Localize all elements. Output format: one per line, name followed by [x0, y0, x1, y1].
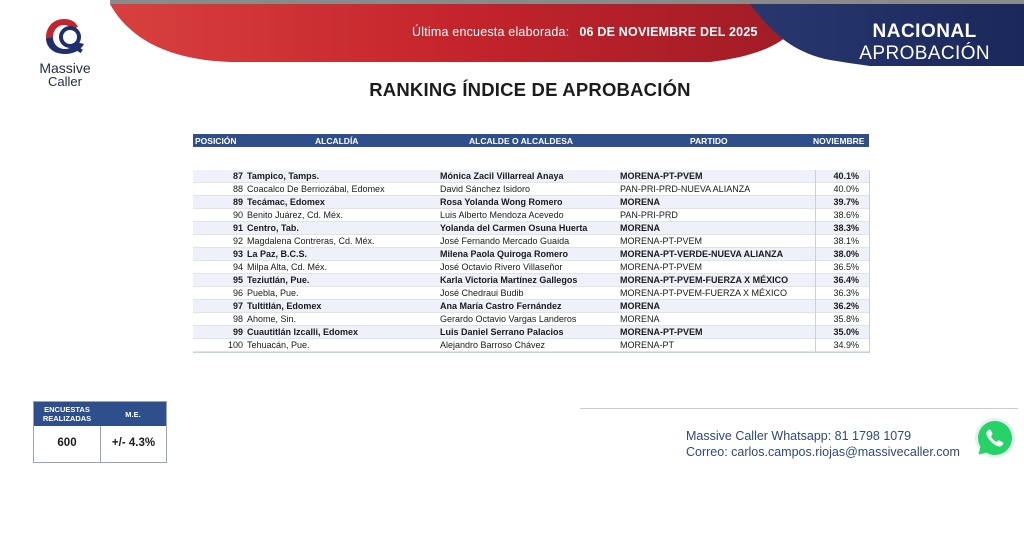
position-cell: 100: [227, 340, 243, 350]
massive-caller-logo: [30, 16, 100, 89]
alcaldia-cell: Coacalco De Berriozábal, Edomex: [247, 184, 385, 194]
alcalde-cell: José Octavio Rivero Villaseñor: [440, 262, 563, 272]
alcalde-cell: Alejandro Barroso Chávez: [440, 340, 546, 350]
survey-date: 06 DE NOVIEMBRE DEL 2025: [579, 25, 758, 39]
table-row: [193, 274, 869, 287]
scope-title: NACIONAL: [872, 21, 977, 42]
approval-cell: 35.0%: [815, 326, 859, 339]
table-row: [193, 196, 869, 209]
position-cell: 99: [232, 327, 243, 337]
stats-body: [34, 426, 166, 462]
logo-icon: [40, 16, 90, 54]
table-row: [193, 313, 869, 326]
alcaldia-cell: Puebla, Pue.: [247, 288, 299, 298]
alcaldia-cell: Tecámac, Edomex: [247, 197, 325, 207]
approval-cell: 34.9%: [815, 339, 859, 352]
alcalde-cell: Milena Paola Quiroga Romero: [440, 249, 569, 259]
partido-cell: MORENA-PT-PVEM: [620, 171, 703, 181]
position-cell: 97: [232, 301, 243, 311]
alcalde-cell: Luis Daniel Serrano Palacios: [440, 327, 564, 337]
table-row: [193, 326, 869, 339]
alcaldia-cell: Cuautitlán Izcalli, Edomex: [247, 327, 359, 337]
alcaldia-cell: Benito Juárez, Cd. Méx.: [247, 210, 344, 220]
partido-cell: MORENA-PT-PVEM: [620, 236, 703, 246]
stats-header: [34, 402, 166, 426]
alcalde-cell: Ana María Castro Fernández: [440, 301, 562, 311]
table-row: [193, 183, 869, 196]
table-row: [193, 235, 869, 248]
alcalde-cell: Mónica Zacil Villarreal Anaya: [440, 171, 564, 181]
logo-text-massive: Massive: [39, 60, 91, 76]
partido-cell: PAN-PRI-PRD: [620, 210, 678, 220]
alcalde-cell: José Fernando Mercado Guaida: [440, 236, 570, 246]
approval-cell: 35.8%: [815, 313, 859, 326]
position-cell: 98: [232, 314, 243, 324]
alcalde-cell: Rosa Yolanda Wong Romero: [440, 197, 563, 207]
col-alcalde: ALCALDE O ALCALDESA: [469, 136, 574, 146]
alcalde-cell: David Sánchez Isidoro: [440, 184, 531, 194]
stats-header-line1: ENCUESTAS: [44, 405, 90, 414]
partido-cell: MORENA: [620, 314, 660, 324]
col-posicion: POSICIÓN: [195, 136, 237, 146]
approval-cell: 40.1%: [815, 170, 859, 183]
alcalde-cell: José Chedraui Budib: [440, 288, 524, 298]
alcaldia-cell: La Paz, B.C.S.: [247, 249, 308, 259]
metric-title: APROBACIÓN: [859, 43, 990, 64]
position-cell: 89: [232, 197, 243, 207]
stats-header-line2: REALIZADAS: [42, 414, 92, 423]
contact-info: [686, 428, 960, 460]
alcaldia-cell: Teziutlán, Pue.: [247, 275, 310, 285]
table-row: [193, 339, 869, 352]
position-cell: 93: [232, 249, 243, 259]
partido-cell: MORENA: [620, 197, 660, 207]
position-cell: 88: [232, 184, 243, 194]
stats-sample-size: 600: [57, 437, 77, 449]
table-row: [193, 170, 869, 183]
position-cell: 87: [232, 171, 243, 181]
footer-divider: [580, 408, 1018, 409]
partido-cell: MORENA-PT-VERDE-NUEVA ALIANZA: [620, 249, 784, 259]
position-cell: 91: [232, 223, 243, 233]
position-cell: 92: [232, 236, 243, 246]
alcaldia-cell: Centro, Tab.: [247, 223, 299, 233]
col-noviembre: NOVIEMBRE: [813, 136, 865, 146]
partido-cell: PAN-PRI-PRD-NUEVA ALIANZA: [620, 184, 751, 194]
table-row: [193, 261, 869, 274]
partido-cell: MORENA: [620, 301, 660, 311]
approval-cell: 36.4%: [815, 274, 859, 287]
whatsapp-icon: [974, 417, 1016, 459]
contact-whatsapp: Massive Caller Whatsapp: 81 1798 1079: [686, 429, 912, 443]
scope-label: [859, 22, 990, 66]
alcaldia-cell: Milpa Alta, Cd. Méx.: [247, 262, 328, 272]
survey-date-line: [412, 25, 758, 39]
contact-email: Correo: carlos.campos.riojas@massivecaller.com: [686, 445, 960, 459]
partido-cell: MORENA-PT-PVEM: [620, 262, 703, 272]
alcaldia-cell: Tehuacán, Pue.: [247, 340, 310, 350]
alcalde-cell: Luis Alberto Mendoza Acevedo: [440, 210, 564, 220]
survey-stats-box: [33, 401, 167, 463]
partido-cell: MORENA-PT-PVEM-FUERZA X MÉXICO: [620, 275, 789, 285]
table-row: [193, 248, 869, 261]
partido-cell: MORENA-PT-PVEM-FUERZA X MÉXICO: [620, 288, 788, 298]
approval-cell: 36.2%: [815, 300, 859, 313]
table-row: [193, 300, 869, 313]
table-row: [193, 209, 869, 222]
alcalde-cell: Karla Victoria Martínez Gallegos: [440, 275, 578, 285]
logo-text-caller: Caller: [48, 74, 82, 89]
table-row: [193, 287, 869, 300]
approval-cell: 38.0%: [815, 248, 859, 261]
partido-cell: MORENA-PT-PVEM: [620, 327, 703, 337]
header-banner: [110, 0, 1024, 66]
approval-cell: 38.6%: [815, 209, 859, 222]
survey-label: Última encuesta elaborada:: [412, 25, 570, 39]
position-cell: 90: [232, 210, 243, 220]
partido-cell: MORENA: [620, 223, 660, 233]
ranking-table: [193, 134, 869, 350]
position-cell: 94: [232, 262, 243, 272]
position-cell: 96: [232, 288, 243, 298]
approval-cell: 40.0%: [815, 183, 859, 196]
approval-cell: 38.3%: [815, 222, 859, 235]
alcaldia-cell: Magdalena Contreras, Cd. Méx.: [247, 236, 375, 246]
alcalde-cell: Gerardo Octavio Vargas Landeros: [440, 314, 577, 324]
col-alcaldia: ALCALDÍA: [315, 136, 359, 146]
table-row: [193, 222, 869, 235]
table-body: [193, 170, 870, 353]
stats-header-me: M.E.: [125, 410, 141, 419]
col-partido: PARTIDO: [690, 136, 728, 146]
approval-cell: 38.1%: [815, 235, 859, 248]
approval-cell: 39.7%: [815, 196, 859, 209]
partido-cell: MORENA-PT: [620, 340, 674, 350]
page-title: RANKING ÍNDICE DE APROBACIÓN: [369, 79, 691, 100]
alcalde-cell: Yolanda del Carmen Osuna Huerta: [440, 223, 588, 233]
alcaldia-cell: Ahome, Sin.: [247, 314, 297, 324]
approval-cell: 36.3%: [815, 287, 859, 300]
alcaldia-cell: Tampico, Tamps.: [247, 171, 320, 181]
position-cell: 95: [232, 275, 243, 285]
approval-cell: 36.5%: [815, 261, 859, 274]
stats-margin-error: +/- 4.3%: [100, 426, 166, 462]
table-header: [193, 134, 869, 147]
stats-header-encuestas: [34, 405, 100, 423]
alcaldia-cell: Tultitlán, Edomex: [247, 301, 322, 311]
